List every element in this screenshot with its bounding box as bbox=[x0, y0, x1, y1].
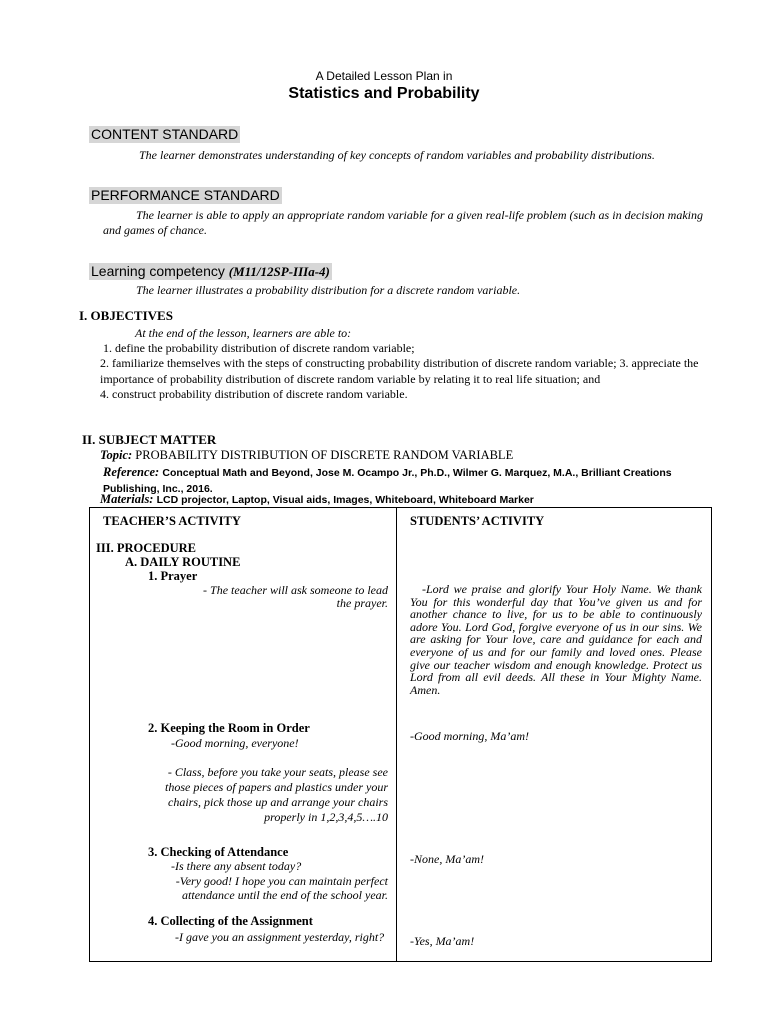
procedure-heading: III. PROCEDURE bbox=[96, 541, 197, 555]
table-column-divider bbox=[396, 507, 397, 962]
subject-matter-heading: II. SUBJECT MATTER bbox=[82, 432, 217, 447]
room-student-text: -Good morning, Ma’am! bbox=[410, 729, 529, 743]
objective-item: 4. construct probability distribution of discrete random variable. bbox=[100, 386, 408, 401]
materials-line bbox=[100, 492, 534, 507]
content-standard-label: CONTENT STANDARD bbox=[91, 126, 239, 142]
daily-routine-heading: A. DAILY ROUTINE bbox=[125, 555, 241, 569]
attendance-question-text: -Is there any absent today? bbox=[171, 859, 302, 873]
prayer-teacher-text: - The teacher will ask someone to lead the prayer. bbox=[203, 583, 388, 610]
objectives-list bbox=[100, 341, 712, 402]
reference-label: Reference: bbox=[103, 465, 160, 479]
topic-line bbox=[100, 448, 513, 463]
competency-heading bbox=[89, 263, 332, 280]
materials-label: Materials: bbox=[100, 492, 154, 506]
room-order-heading: 2. Keeping the Room in Order bbox=[148, 721, 310, 735]
objective-item: 2. familiarize themselves with the steps of constructing probability distribution of discrete random variable; 3. appreciate the importance of probability distribution of discrete random variable by relating it to real life situation; and bbox=[100, 356, 699, 386]
objective-item: 1. define the probability distribution of discrete random variable; bbox=[103, 341, 415, 355]
attendance-heading: 3. Checking of Attendance bbox=[148, 845, 289, 859]
topic-label: Topic: bbox=[100, 448, 133, 462]
materials-value: LCD projector, Laptop, Visual aids, Images, Whiteboard, Whiteboard Marker bbox=[156, 494, 534, 506]
attendance-reply-text: -Very good! I hope you can maintain perfect attendance until the end of the school year. bbox=[175, 874, 388, 902]
attendance-student-text: -None, Ma’am! bbox=[410, 852, 484, 866]
assignment-heading: 4. Collecting of the Assignment bbox=[148, 914, 313, 928]
assignment-question-text: -I gave you an assignment yesterday, right? bbox=[175, 930, 385, 944]
room-instruction-text: - Class, before you take your seats, please see those pieces of papers and plastics under your chairs, pick those up and arrange your chairs properly in 1,2,3,4,5….10 bbox=[165, 765, 388, 824]
content-standard-text: The learner demonstrates understanding of key concepts of random variables and probability distributions. bbox=[139, 148, 655, 162]
competency-label: Learning competency bbox=[91, 263, 225, 279]
prayer-student-text: -Lord we praise and glorify Your Holy Name. We thank You for this wonderful day that You’ve given us and for another chance to live, for us to be able to continuously adore You. Lord God, forgive everyone of us in our sins. We are asking for Your love, care and guidance for each and everyone of us and for our family and loved ones. Please give our teacher wisdom and enough knowledge. Protect us Lord from all evil deeds. All these in Your Mighty Name. Amen. bbox=[410, 582, 702, 697]
assignment-student-text: -Yes, Ma’am! bbox=[410, 934, 475, 948]
topic-value: PROBABILITY DISTRIBUTION OF DISCRETE RANDOM VARIABLE bbox=[135, 448, 514, 462]
prayer-heading: 1. Prayer bbox=[148, 569, 198, 583]
competency-text: The learner illustrates a probability distribution for a discrete random variable. bbox=[136, 283, 521, 297]
doc-heading: A Detailed Lesson Plan in bbox=[315, 69, 453, 83]
teacher-activity-header: TEACHER’S ACTIVITY bbox=[103, 514, 241, 528]
room-greeting-text: -Good morning, everyone! bbox=[171, 736, 299, 750]
objectives-intro: At the end of the lesson, learners are able to: bbox=[135, 326, 352, 340]
objectives-heading: I. OBJECTIVES bbox=[79, 308, 173, 323]
performance-standard-label: PERFORMANCE STANDARD bbox=[91, 187, 280, 203]
student-activity-header: STUDENTS’ ACTIVITY bbox=[410, 514, 545, 528]
reference-value: Conceptual Math and Beyond, Jose M. Ocampo Jr., Ph.D., Wilmer G. Marquez, M.A., Brilliant Creations Publishing, Inc., 2016. bbox=[103, 467, 672, 495]
doc-title: Statistics and Probability bbox=[288, 85, 480, 102]
competency-code: (M11/12SP-IIIa-4) bbox=[228, 264, 330, 279]
performance-standard-text: The learner is able to apply an appropriate random variable for a given real-life problem (such as in decision making and games of chance. bbox=[103, 208, 703, 237]
